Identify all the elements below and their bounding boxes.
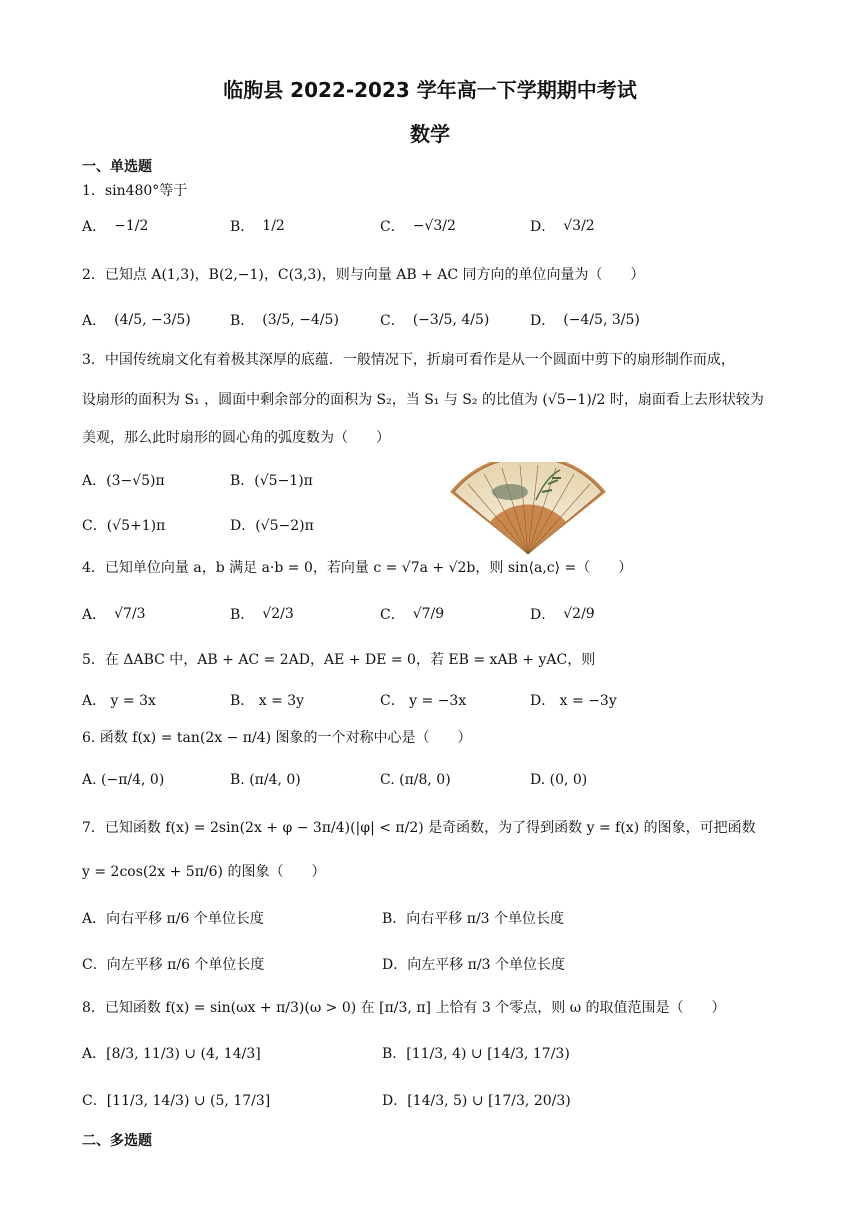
q3-option-b: B．(√5−1)π <box>230 473 313 489</box>
section-multiple-choice: 二、多选题 <box>82 1133 152 1149</box>
question-3-line-2: 设扇形的面积为 S₁ ，圆面中剩余部分的面积为 S₂，当 S₁ 与 S₂ 的比值为 (√5−1)/2 时，扇面看上去形状较为 <box>82 392 764 408</box>
q6-option-d: D. (0, 0) <box>530 772 588 788</box>
q1-option-b: B． 1/2 <box>230 218 285 235</box>
q5-option-c: C． y = −3x <box>380 693 467 709</box>
q4-option-a: A． √7/3 <box>82 606 146 623</box>
question-3-line-3: 美观，那么此时扇形的圆心角的弧度数为（ ） <box>82 430 390 446</box>
question-8-stem: 8．已知函数 f(x) = sin(ωx + π/3)(ω > 0) 在 [π/3, π] 上恰有 3 个零点，则 ω 的取值范围是（ ） <box>82 1000 726 1016</box>
exam-title: 临朐县 2022-2023 学年高一下学期期中考试 <box>223 78 637 102</box>
q2-option-c: C． (−3/5, 4/5) <box>380 312 490 329</box>
q7-option-a: A．向右平移 π/6 个单位长度 <box>82 911 264 927</box>
q3-option-c: C．(√5+1)π <box>82 518 166 534</box>
q1-option-c: C． −√3/2 <box>380 218 456 235</box>
q8-option-b: B．[11/3, 4) ∪ [14/3, 17/3) <box>382 1046 570 1062</box>
q4-option-b-text: √2/3 <box>262 606 294 622</box>
q2-option-d: D． (−4/5, 3/5) <box>530 312 640 329</box>
q4-option-c: C． √7/9 <box>380 606 445 623</box>
q1-option-d-text: √3/2 <box>563 218 595 234</box>
question-4-stem: 4．已知单位向量 a，b 满足 a·b = 0，若向量 c = √7a + √2b，则 sin⟨a,c⟩ =（ ） <box>82 560 633 576</box>
q3-option-d: D．(√5−2)π <box>230 518 314 534</box>
q2-option-a-text: (4/5, −3/5) <box>114 312 191 328</box>
section-single-choice: 一、单选题 <box>82 159 152 175</box>
q7-option-d: D．向左平移 π/3 个单位长度 <box>382 957 565 973</box>
subject-title: 数学 <box>410 122 450 146</box>
question-1-stem: 1．sin480°等于 <box>82 183 188 199</box>
q5-option-a: A． y = 3x <box>82 693 156 709</box>
q7-option-b: B．向右平移 π/3 个单位长度 <box>382 911 565 927</box>
folding-fan-image <box>448 462 608 558</box>
question-3-line-1: 3．中国传统扇文化有着极其深厚的底蕴．一般情况下，折扇可看作是从一个圆面中剪下的扇形制作而成， <box>82 352 735 368</box>
question-6-stem: 6. 函数 f(x) = tan(2x − π/4) 图象的一个对称中心是（ ） <box>82 730 472 746</box>
q1-option-b-text: 1/2 <box>262 218 285 234</box>
q4-option-b: B． √2/3 <box>230 606 294 623</box>
question-7-line-1: 7．已知函数 f(x) = 2sin(2x + φ − 3π/4)(|φ| < π/2) 是奇函数，为了得到函数 y = f(x) 的图象，可把函数 <box>82 820 756 836</box>
q4-option-d: D． √2/9 <box>530 606 595 623</box>
question-2-stem: 2．已知点 A(1,3)，B(2,−1)，C(3,3)，则与向量 AB + AC 同方向的单位向量为（ ） <box>82 267 645 283</box>
q1-option-a-text: −1/2 <box>114 218 149 234</box>
q2-option-c-text: (−3/5, 4/5) <box>412 312 490 328</box>
q8-option-c: C．[11/3, 14/3) ∪ (5, 17/3] <box>82 1093 271 1109</box>
q8-option-d: D．[14/3, 5) ∪ [17/3, 20/3) <box>382 1093 571 1109</box>
q2-option-a: A． (4/5, −3/5) <box>82 312 191 329</box>
q6-option-a: A. (−π/4, 0) <box>82 772 165 788</box>
question-7-line-2: y = 2cos(2x + 5π/6) 的图象（ ） <box>82 864 326 880</box>
q5-option-d: D． x = −3y <box>530 693 617 709</box>
q2-option-b-text: (3/5, −4/5) <box>262 312 339 328</box>
q1-option-d: D． √3/2 <box>530 218 595 235</box>
q2-option-d-text: (−4/5, 3/5) <box>563 312 640 328</box>
q6-option-b: B. (π/4, 0) <box>230 772 301 788</box>
q4-option-c-text: √7/9 <box>412 606 445 622</box>
q4-option-d-text: √2/9 <box>563 606 595 622</box>
q3-option-a: A．(3−√5)π <box>82 473 165 489</box>
q7-option-c: C．向左平移 π/6 个单位长度 <box>82 957 265 973</box>
question-5-stem: 5．在 ΔABC 中，AB + AC = 2AD，AE + DE = 0，若 EB = xAB + yAC，则 <box>82 652 596 668</box>
q2-option-b: B． (3/5, −4/5) <box>230 312 339 329</box>
q6-option-c: C. (π/8, 0) <box>380 772 451 788</box>
q1-option-c-text: −√3/2 <box>412 218 456 234</box>
q8-option-a: A．[8/3, 11/3) ∪ (4, 14/3] <box>82 1046 261 1062</box>
q1-option-a: A． −1/2 <box>82 218 149 235</box>
q5-option-b: B． x = 3y <box>230 693 305 709</box>
q4-option-a-text: √7/3 <box>114 606 146 622</box>
